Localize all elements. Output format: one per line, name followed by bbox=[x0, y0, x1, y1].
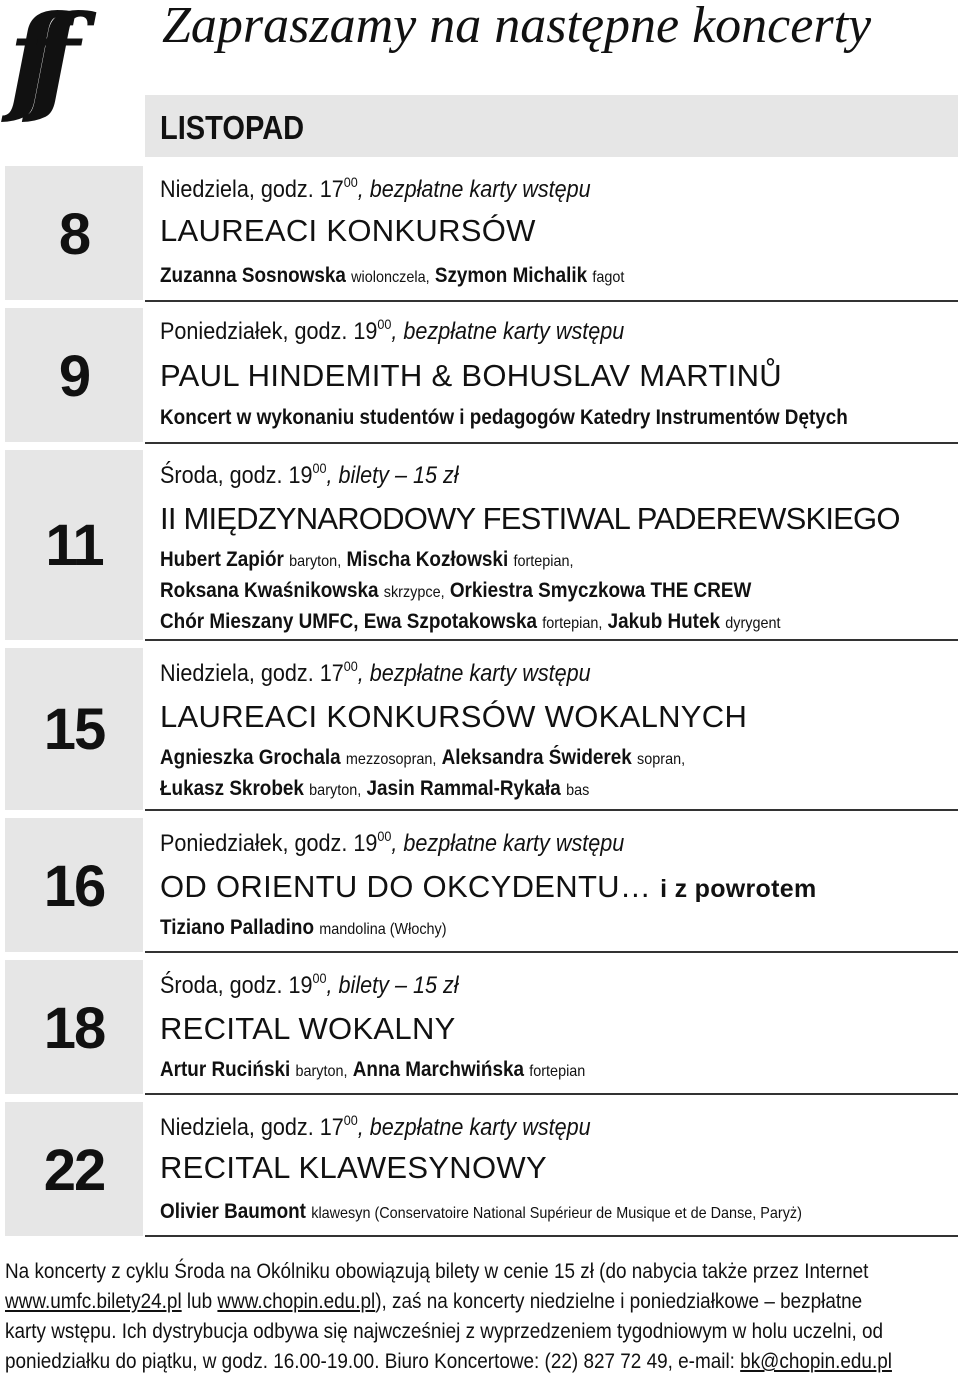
event-title: PAUL HINDEMITH & BOHUSLAV MARTINŮ bbox=[160, 358, 782, 393]
event-title: RECITAL KLAWESYNOWY bbox=[160, 1150, 547, 1185]
page-headline: Zapraszamy na następne koncerty bbox=[162, 0, 872, 54]
divider bbox=[145, 639, 958, 641]
day-box bbox=[5, 1102, 143, 1236]
event-row bbox=[0, 166, 960, 302]
ff-logo: ff bbox=[8, 0, 50, 128]
month-bar bbox=[145, 95, 958, 157]
event-time: Poniedziałek, godz. $19^{00}$, bezpłatne karty wstępu bbox=[160, 316, 625, 345]
event-time: Niedziela, godz. $17^{00}$, bezpłatne karty wstępu bbox=[160, 1112, 591, 1141]
month-label: LISTOPAD bbox=[160, 109, 305, 146]
event-performers: Hubert Zapiór baryton, Mischa Kozłowski fortepian, Roksana Kwaśnikowska skrzypce, Orkiestra Smyczkowa THE CREW Chór Mieszany UMFC, Ewa Szpotakowska fortepian, Jakub Hutek dyrygent bbox=[160, 548, 781, 633]
event-time: Niedziela, godz. $17^{00}$, bezpłatne karty wstępu bbox=[160, 658, 591, 687]
day-number: 8 bbox=[58, 202, 90, 267]
day-number: 9 bbox=[58, 344, 90, 409]
divider bbox=[145, 1235, 958, 1237]
day-box bbox=[5, 450, 143, 640]
event-performers: Agnieszka Grochala mezzosopran, Aleksandra Świderek sopran, Łukasz Skrobek baryton, Jasin Rammal-Rykała bas bbox=[160, 746, 686, 800]
event-row bbox=[0, 648, 960, 812]
event-row bbox=[0, 960, 960, 1096]
day-number: 11 bbox=[45, 513, 103, 578]
event-time: Poniedziałek, godz. $19^{00}$, bezpłatne karty wstępu bbox=[160, 828, 625, 857]
event-performers: Zuzanna Sosnowska wiolonczela, Szymon Michalik fagot bbox=[160, 264, 625, 287]
footer-line: www.umfc.bilety24.pl lub www.chopin.edu.pl), zaś na koncerty niedzielne i poniedziałkowe – bezpłatne bbox=[5, 1289, 863, 1313]
event-title: LAUREACI KONKURSÓW WOKALNYCH bbox=[160, 699, 748, 734]
event-time: Niedziela, godz. $17^{00}$, bezpłatne karty wstępu bbox=[160, 174, 591, 203]
event-row bbox=[0, 818, 960, 954]
bilety-link[interactable]: www.umfc.bilety24.pl bbox=[5, 1289, 182, 1313]
divider bbox=[145, 300, 958, 302]
day-number: 22 bbox=[43, 1138, 105, 1203]
event-performers: Koncert w wykonaniu studentów i pedagogów Katedry Instrumentów Dętych bbox=[160, 406, 848, 429]
day-number: 15 bbox=[43, 697, 105, 762]
divider bbox=[145, 442, 958, 444]
day-box bbox=[5, 960, 143, 1094]
day-number: 18 bbox=[43, 996, 105, 1061]
event-performers: Olivier Baumont klawesyn (Conservatoire National Supérieur de Musique et de Danse, Paryż) bbox=[160, 1200, 802, 1223]
divider bbox=[145, 809, 958, 811]
event-row bbox=[0, 450, 960, 642]
footer-line: karty wstępu. Ich dystrybucja odbywa się najwcześniej z wyprzedzeniem tygodniowym w holu uczelni, od bbox=[5, 1319, 884, 1343]
event-performers: Tiziano Palladino mandolina (Włochy) bbox=[160, 916, 447, 939]
divider bbox=[145, 951, 958, 953]
event-title: OD ORIENTU DO OKCYDENTU… i z powrotem bbox=[160, 869, 817, 904]
event-row bbox=[0, 308, 960, 444]
day-box bbox=[5, 648, 143, 810]
footer-line: Na koncerty z cyklu Środa na Okólniku obowiązują bilety w cenie 15 zł (do nabycia także przez Internet bbox=[5, 1259, 869, 1283]
event-performers: Artur Ruciński baryton, Anna Marchwińska fortepian bbox=[160, 1058, 586, 1081]
event-time: Środa, godz. $19^{00}$, bilety – 15 zł bbox=[160, 970, 459, 999]
footer-line: poniedziałku do piątku, w godz. 16.00-19.00. Biuro Koncertowe: (22) 827 72 49, e-mail: bk@chopin.edu.pl bbox=[5, 1349, 892, 1373]
ticket-info bbox=[5, 1256, 957, 1376]
day-number: 16 bbox=[43, 854, 105, 919]
event-row bbox=[0, 1102, 960, 1238]
day-box bbox=[5, 818, 143, 952]
email-link[interactable]: bk@chopin.edu.pl bbox=[740, 1349, 892, 1373]
divider bbox=[145, 1093, 958, 1095]
day-box bbox=[5, 166, 143, 300]
event-title: RECITAL WOKALNY bbox=[160, 1011, 456, 1046]
chopin-link[interactable]: www.chopin.edu.pl bbox=[217, 1289, 376, 1313]
day-box bbox=[5, 308, 143, 442]
event-time: Środa, godz. $19^{00}$, bilety – 15 zł bbox=[160, 460, 459, 489]
event-title: LAUREACI KONKURSÓW bbox=[160, 213, 536, 248]
event-title: II MIĘDZYNARODOWY FESTIWAL PADEREWSKIEGO bbox=[160, 501, 900, 536]
